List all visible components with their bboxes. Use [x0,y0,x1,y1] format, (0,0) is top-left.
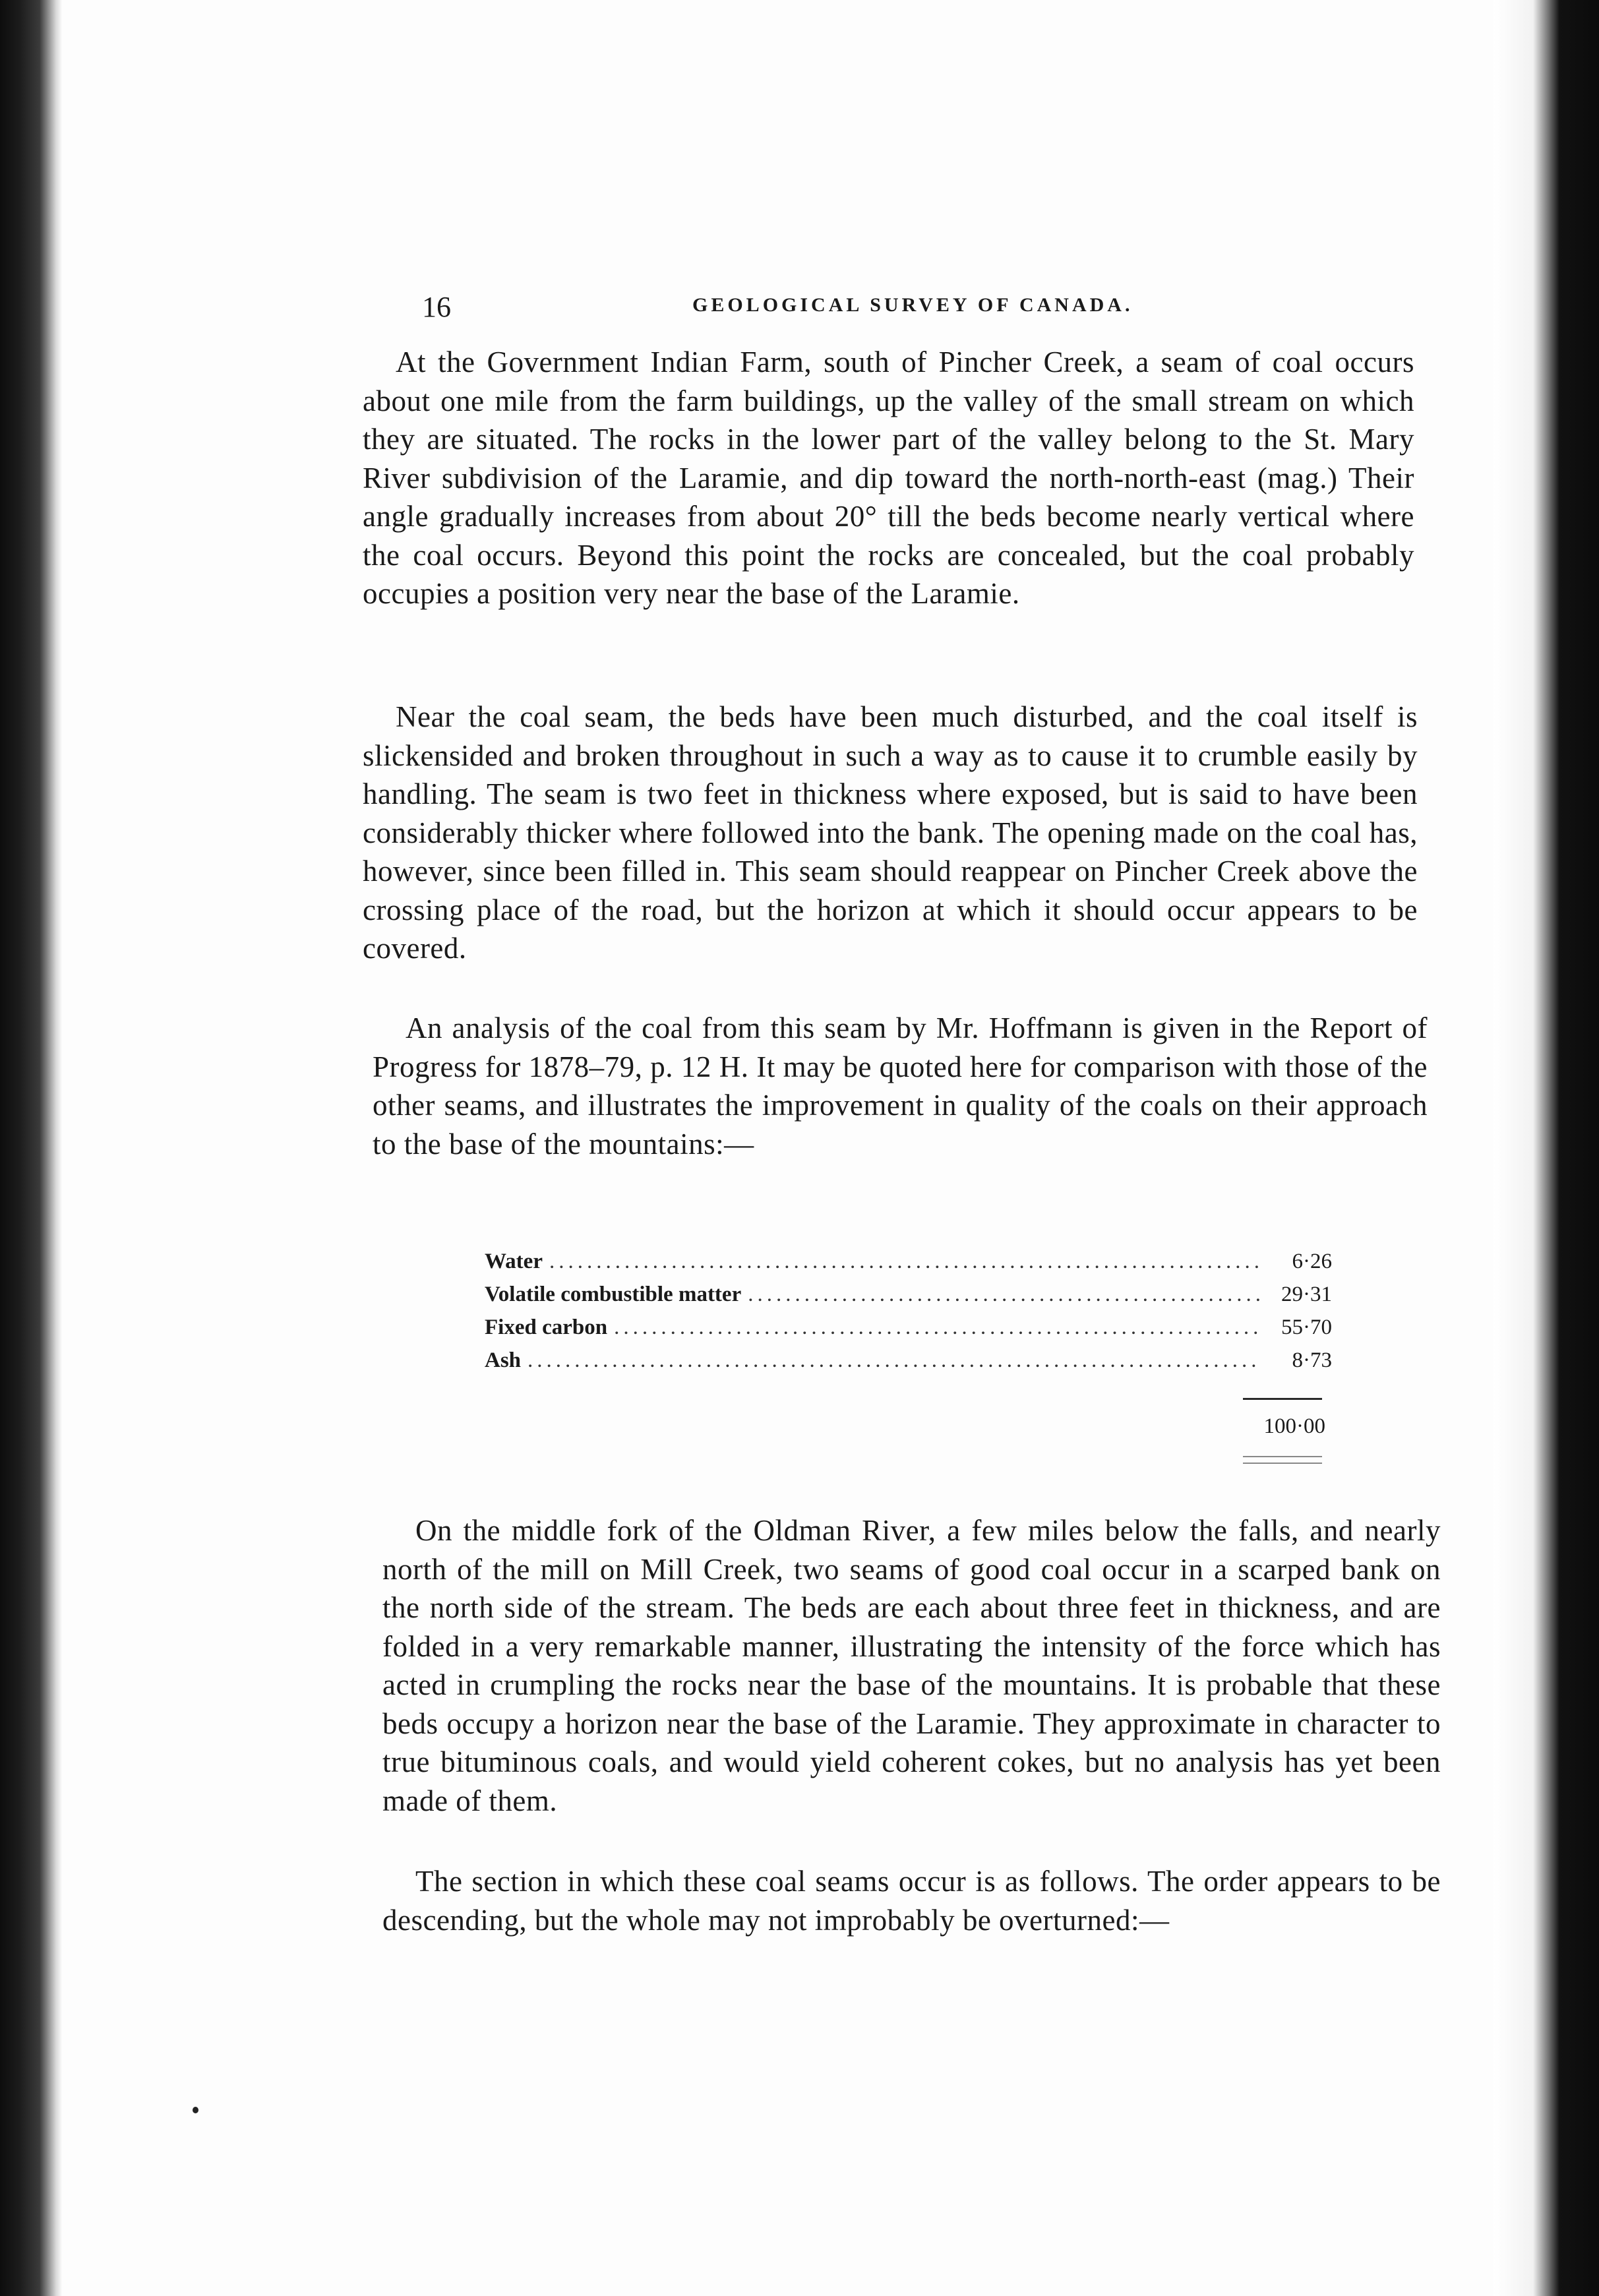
paragraph-indian-farm: At the Government Indian Farm, south of Pincher Creek, a seam of coal occurs about one mile from the farm buildings, up the valley of the small stream on which they are situated. The rocks in the lower part of the valley belong to the St. Mary River subdivision of the Laramie, and dip toward the north-north-east (mag.) Their angle gradually increases from about 20° till the beds become nearly vertical where the coal occurs. Beyond this point the rocks are concealed, but the coal probably occupies a position very near the base of the Laramie. [363,346,1414,610]
analysis-value: 29·31 [1281,1283,1332,1306]
total-double-rule-bottom [1243,1463,1322,1464]
analysis-label: Ash [485,1348,522,1372]
analysis-row [485,1315,1332,1348]
analysis-row [485,1283,1332,1315]
analysis-total: 100·00 [1263,1414,1325,1438]
sum-rule [1243,1398,1322,1400]
leader-dots [748,1283,1259,1307]
scan-border-left [0,0,63,2296]
analysis-label: Fixed carbon [485,1315,608,1339]
analysis-row [485,1250,1332,1283]
leader-dots [549,1250,1259,1274]
coal-analysis-table [485,1250,1332,1381]
scan-border-right [1493,0,1599,2296]
analysis-value: 8·73 [1292,1348,1332,1372]
ink-speck [193,2107,198,2113]
analysis-value: 6·26 [1292,1250,1332,1273]
analysis-row [485,1348,1332,1381]
running-title: GEOLOGICAL SURVEY OF CANADA. [692,294,1133,316]
total-double-rule-top [1243,1456,1322,1457]
page-header [422,290,1437,330]
paragraph-coal-seam: Near the coal seam, the beds have been much disturbed, and the coal itself is slickensided and broken throughout in such a way as to cause it to crumble easily by handling. The seam is two feet in thickness where exposed, but is said to have been considerably thicker where followed into the bank. The opening made on the coal has, however, since been filled in. This seam should reappear on Pincher Creek above the crossing place of the road, but the horizon at which it should occur appears to be covered. [363,700,1418,965]
paragraph-analysis-intro: An analysis of the coal from this seam by Mr. Hoffmann is given in the Report of Progress for 1878–79, p. 12 H. It may be quoted here for comparison with those of the other seams, and illustrates the improvement in quality of the coals on their approach to the base of the mountains:— [373,1012,1428,1161]
analysis-label: Volatile combustible matter [485,1283,742,1306]
analysis-value: 55·70 [1281,1315,1332,1339]
paragraph-oldman-river: On the middle fork of the Oldman River, a few miles below the falls, and nearly north of the mill on Mill Creek, two seams of good coal occur in a scarped bank on the north side of the stream. The beds are each about three feet in thickness, and are folded in a very remarkable manner, illustrating the intensity of the force which has acted in crumpling the rocks near the base of the mountains. It is probable that these beds occupy a horizon near the base of the Laramie. They approximate in character to true bituminous coals, and would yield coherent cokes, but no analysis has yet been made of them. [382,1514,1441,1817]
leader-dots [528,1348,1259,1373]
paragraph-section-intro: The section in which these coal seams occur is as follows. The order appears to be descending, but the whole may not improbably be overturned:— [382,1865,1441,1937]
leader-dots [614,1315,1259,1340]
analysis-label: Water [485,1250,543,1273]
page-number: 16 [422,291,451,323]
